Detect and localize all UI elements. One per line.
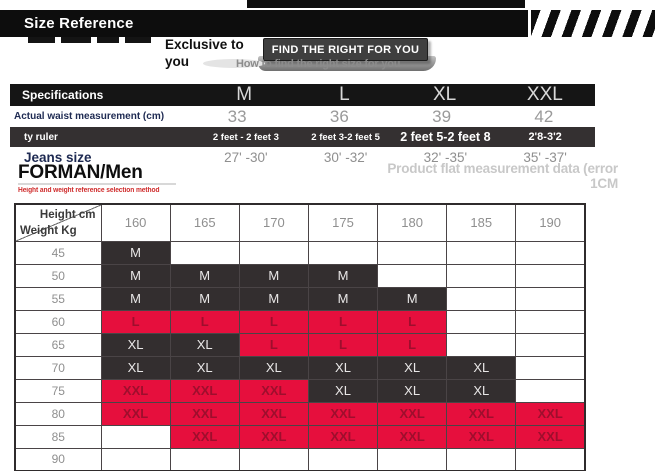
size-cell-empty bbox=[516, 287, 585, 310]
size-cell-empty bbox=[170, 448, 239, 471]
ruler-row-label: ty ruler bbox=[24, 131, 58, 143]
weight-row-header: 50 bbox=[15, 264, 101, 287]
ruler-row bbox=[10, 127, 595, 147]
weight-row-header: 75 bbox=[15, 379, 101, 402]
size-cell-m: M bbox=[170, 287, 239, 310]
top-black-strip bbox=[247, 0, 525, 8]
diagonal-stripes-decoration bbox=[531, 10, 655, 37]
size-column-header: XL bbox=[433, 84, 457, 105]
waist-value: 39 bbox=[432, 106, 452, 126]
size-cell-xxl: XXL bbox=[239, 425, 308, 448]
height-col-header: 170 bbox=[239, 204, 308, 241]
size-cell-xl: XL bbox=[447, 356, 516, 379]
height-col-header: 165 bbox=[170, 204, 239, 241]
waist-values bbox=[186, 106, 595, 127]
size-cell-xxl: XXL bbox=[239, 402, 308, 425]
size-cell-empty bbox=[447, 264, 516, 287]
section-title: FORMAN/Men bbox=[18, 162, 143, 183]
size-cell-m: M bbox=[239, 264, 308, 287]
size-cell-empty bbox=[447, 241, 516, 264]
height-col-header: 175 bbox=[308, 204, 377, 241]
size-cell-xxl: XXL bbox=[516, 402, 585, 425]
size-cell-m: M bbox=[308, 287, 377, 310]
size-cell-empty bbox=[101, 448, 170, 471]
page-title: Size Reference bbox=[24, 15, 134, 32]
size-cell-empty bbox=[239, 448, 308, 471]
size-cell-xl: XL bbox=[170, 356, 239, 379]
ruler-value: 2 feet - 2 feet 3 bbox=[212, 131, 279, 143]
size-cell-empty bbox=[101, 425, 170, 448]
height-col-header: 185 bbox=[447, 204, 516, 241]
weight-row-header: 80 bbox=[15, 402, 101, 425]
size-cell-empty bbox=[516, 448, 585, 471]
height-col-header: 160 bbox=[101, 204, 170, 241]
size-cell-empty bbox=[308, 448, 377, 471]
corner-weight-label: Weight Kg bbox=[20, 224, 77, 237]
jeans-row-label: Jeans size bbox=[24, 150, 92, 165]
waist-value: 42 bbox=[534, 106, 554, 126]
size-cell-l: L bbox=[170, 310, 239, 333]
weight-row-header: 70 bbox=[15, 356, 101, 379]
waist-value: 33 bbox=[227, 106, 247, 126]
size-cell-empty bbox=[516, 379, 585, 402]
size-cell-l: L bbox=[378, 333, 447, 356]
size-cell-l: L bbox=[378, 310, 447, 333]
jeans-value: 32' -35' bbox=[423, 150, 468, 165]
torn-edge-mark bbox=[125, 37, 151, 43]
size-cell-xl: XL bbox=[447, 379, 516, 402]
size-grid-table bbox=[14, 203, 586, 471]
size-cell-xxl: XXL bbox=[308, 425, 377, 448]
size-cell-empty bbox=[447, 333, 516, 356]
size-cell-xxl: XXL bbox=[170, 402, 239, 425]
measurement-error-note: Product flat measurement data (error 1CM bbox=[387, 161, 618, 191]
jeans-value: 35' -37' bbox=[523, 150, 567, 165]
torn-edge-mark bbox=[61, 37, 91, 43]
ruler-values bbox=[196, 127, 595, 147]
size-cell-empty bbox=[170, 241, 239, 264]
height-col-header: 190 bbox=[516, 204, 585, 241]
size-column-header: XXL bbox=[526, 84, 563, 105]
size-column-header: L bbox=[339, 84, 350, 105]
spec-header-row bbox=[10, 84, 595, 106]
size-cell-empty bbox=[447, 287, 516, 310]
size-cell-empty bbox=[447, 448, 516, 471]
size-cell-empty bbox=[516, 333, 585, 356]
weight-row-header: 60 bbox=[15, 310, 101, 333]
ruler-value: 2 feet 5-2 feet 8 bbox=[400, 130, 491, 144]
size-cell-xl: XL bbox=[308, 356, 377, 379]
corner-height-label: Height cm bbox=[39, 209, 96, 221]
size-cell-empty bbox=[308, 241, 377, 264]
badge-subtitle: How to find the right size for you bbox=[236, 58, 401, 70]
waist-row-label: Actual waist measurement (cm) bbox=[14, 111, 165, 122]
find-right-size-button[interactable]: FIND THE RIGHT FOR YOU bbox=[263, 38, 428, 61]
size-cell-empty bbox=[516, 241, 585, 264]
size-cell-xl: XL bbox=[378, 379, 447, 402]
size-cell-xxl: XXL bbox=[447, 425, 516, 448]
weight-row-header: 90 bbox=[15, 448, 101, 471]
size-cell-m: M bbox=[378, 287, 447, 310]
size-cell-empty bbox=[378, 264, 447, 287]
size-cell-xxl: XXL bbox=[239, 379, 308, 402]
waist-value: 36 bbox=[329, 106, 349, 126]
size-cell-xxl: XXL bbox=[378, 425, 447, 448]
jeans-value: 27' -30' bbox=[224, 150, 268, 165]
grid-corner-cell bbox=[15, 204, 101, 241]
size-cell-xl: XL bbox=[170, 333, 239, 356]
size-cell-xxl: XXL bbox=[516, 425, 585, 448]
weight-row-header: 45 bbox=[15, 241, 101, 264]
size-cell-xl: XL bbox=[239, 356, 308, 379]
torn-edge-mark bbox=[28, 37, 55, 43]
weight-row-header: 55 bbox=[15, 287, 101, 310]
weight-row-header: 65 bbox=[15, 333, 101, 356]
size-cell-xxl: XXL bbox=[170, 425, 239, 448]
size-cell-l: L bbox=[308, 333, 377, 356]
size-cell-empty bbox=[516, 310, 585, 333]
size-cell-m: M bbox=[101, 287, 170, 310]
size-cell-xl: XL bbox=[378, 356, 447, 379]
size-cell-empty bbox=[378, 448, 447, 471]
size-cell-xxl: XXL bbox=[308, 402, 377, 425]
size-cell-l: L bbox=[101, 310, 170, 333]
size-cell-xxl: XXL bbox=[101, 379, 170, 402]
ruler-value: 2'8-3'2 bbox=[528, 131, 562, 143]
size-cell-m: M bbox=[170, 264, 239, 287]
size-cell-xxl: XXL bbox=[101, 402, 170, 425]
size-cell-m: M bbox=[308, 264, 377, 287]
spec-size-columns bbox=[194, 84, 595, 106]
section-title-underline bbox=[18, 183, 176, 185]
size-cell-xxl: XXL bbox=[447, 402, 516, 425]
size-cell-xl: XL bbox=[101, 356, 170, 379]
size-cell-empty bbox=[447, 310, 516, 333]
ruler-value: 2 feet 3-2 feet 5 bbox=[311, 131, 380, 143]
size-cell-empty bbox=[239, 241, 308, 264]
waist-row bbox=[10, 106, 595, 127]
size-column-header: M bbox=[236, 84, 253, 105]
size-cell-xl: XL bbox=[101, 333, 170, 356]
exclusive-text: Exclusive to you bbox=[165, 37, 244, 69]
height-col-header: 180 bbox=[378, 204, 447, 241]
size-cell-empty bbox=[378, 241, 447, 264]
size-cell-empty bbox=[516, 356, 585, 379]
size-cell-xxl: XXL bbox=[378, 402, 447, 425]
selection-method-note: Height and weight reference selection method bbox=[18, 187, 160, 194]
size-cell-l: L bbox=[239, 333, 308, 356]
size-cell-m: M bbox=[101, 241, 170, 264]
size-cell-m: M bbox=[101, 264, 170, 287]
weight-row-header: 85 bbox=[15, 425, 101, 448]
torn-edge-mark bbox=[97, 37, 119, 43]
size-cell-m: M bbox=[239, 287, 308, 310]
size-cell-xl: XL bbox=[308, 379, 377, 402]
title-bar bbox=[0, 10, 528, 37]
size-cell-empty bbox=[516, 264, 585, 287]
size-cell-xxl: XXL bbox=[170, 379, 239, 402]
size-cell-l: L bbox=[308, 310, 377, 333]
spec-header-label: Specifications bbox=[22, 88, 104, 102]
size-cell-l: L bbox=[239, 310, 308, 333]
jeans-value: 30' -32' bbox=[323, 150, 368, 165]
